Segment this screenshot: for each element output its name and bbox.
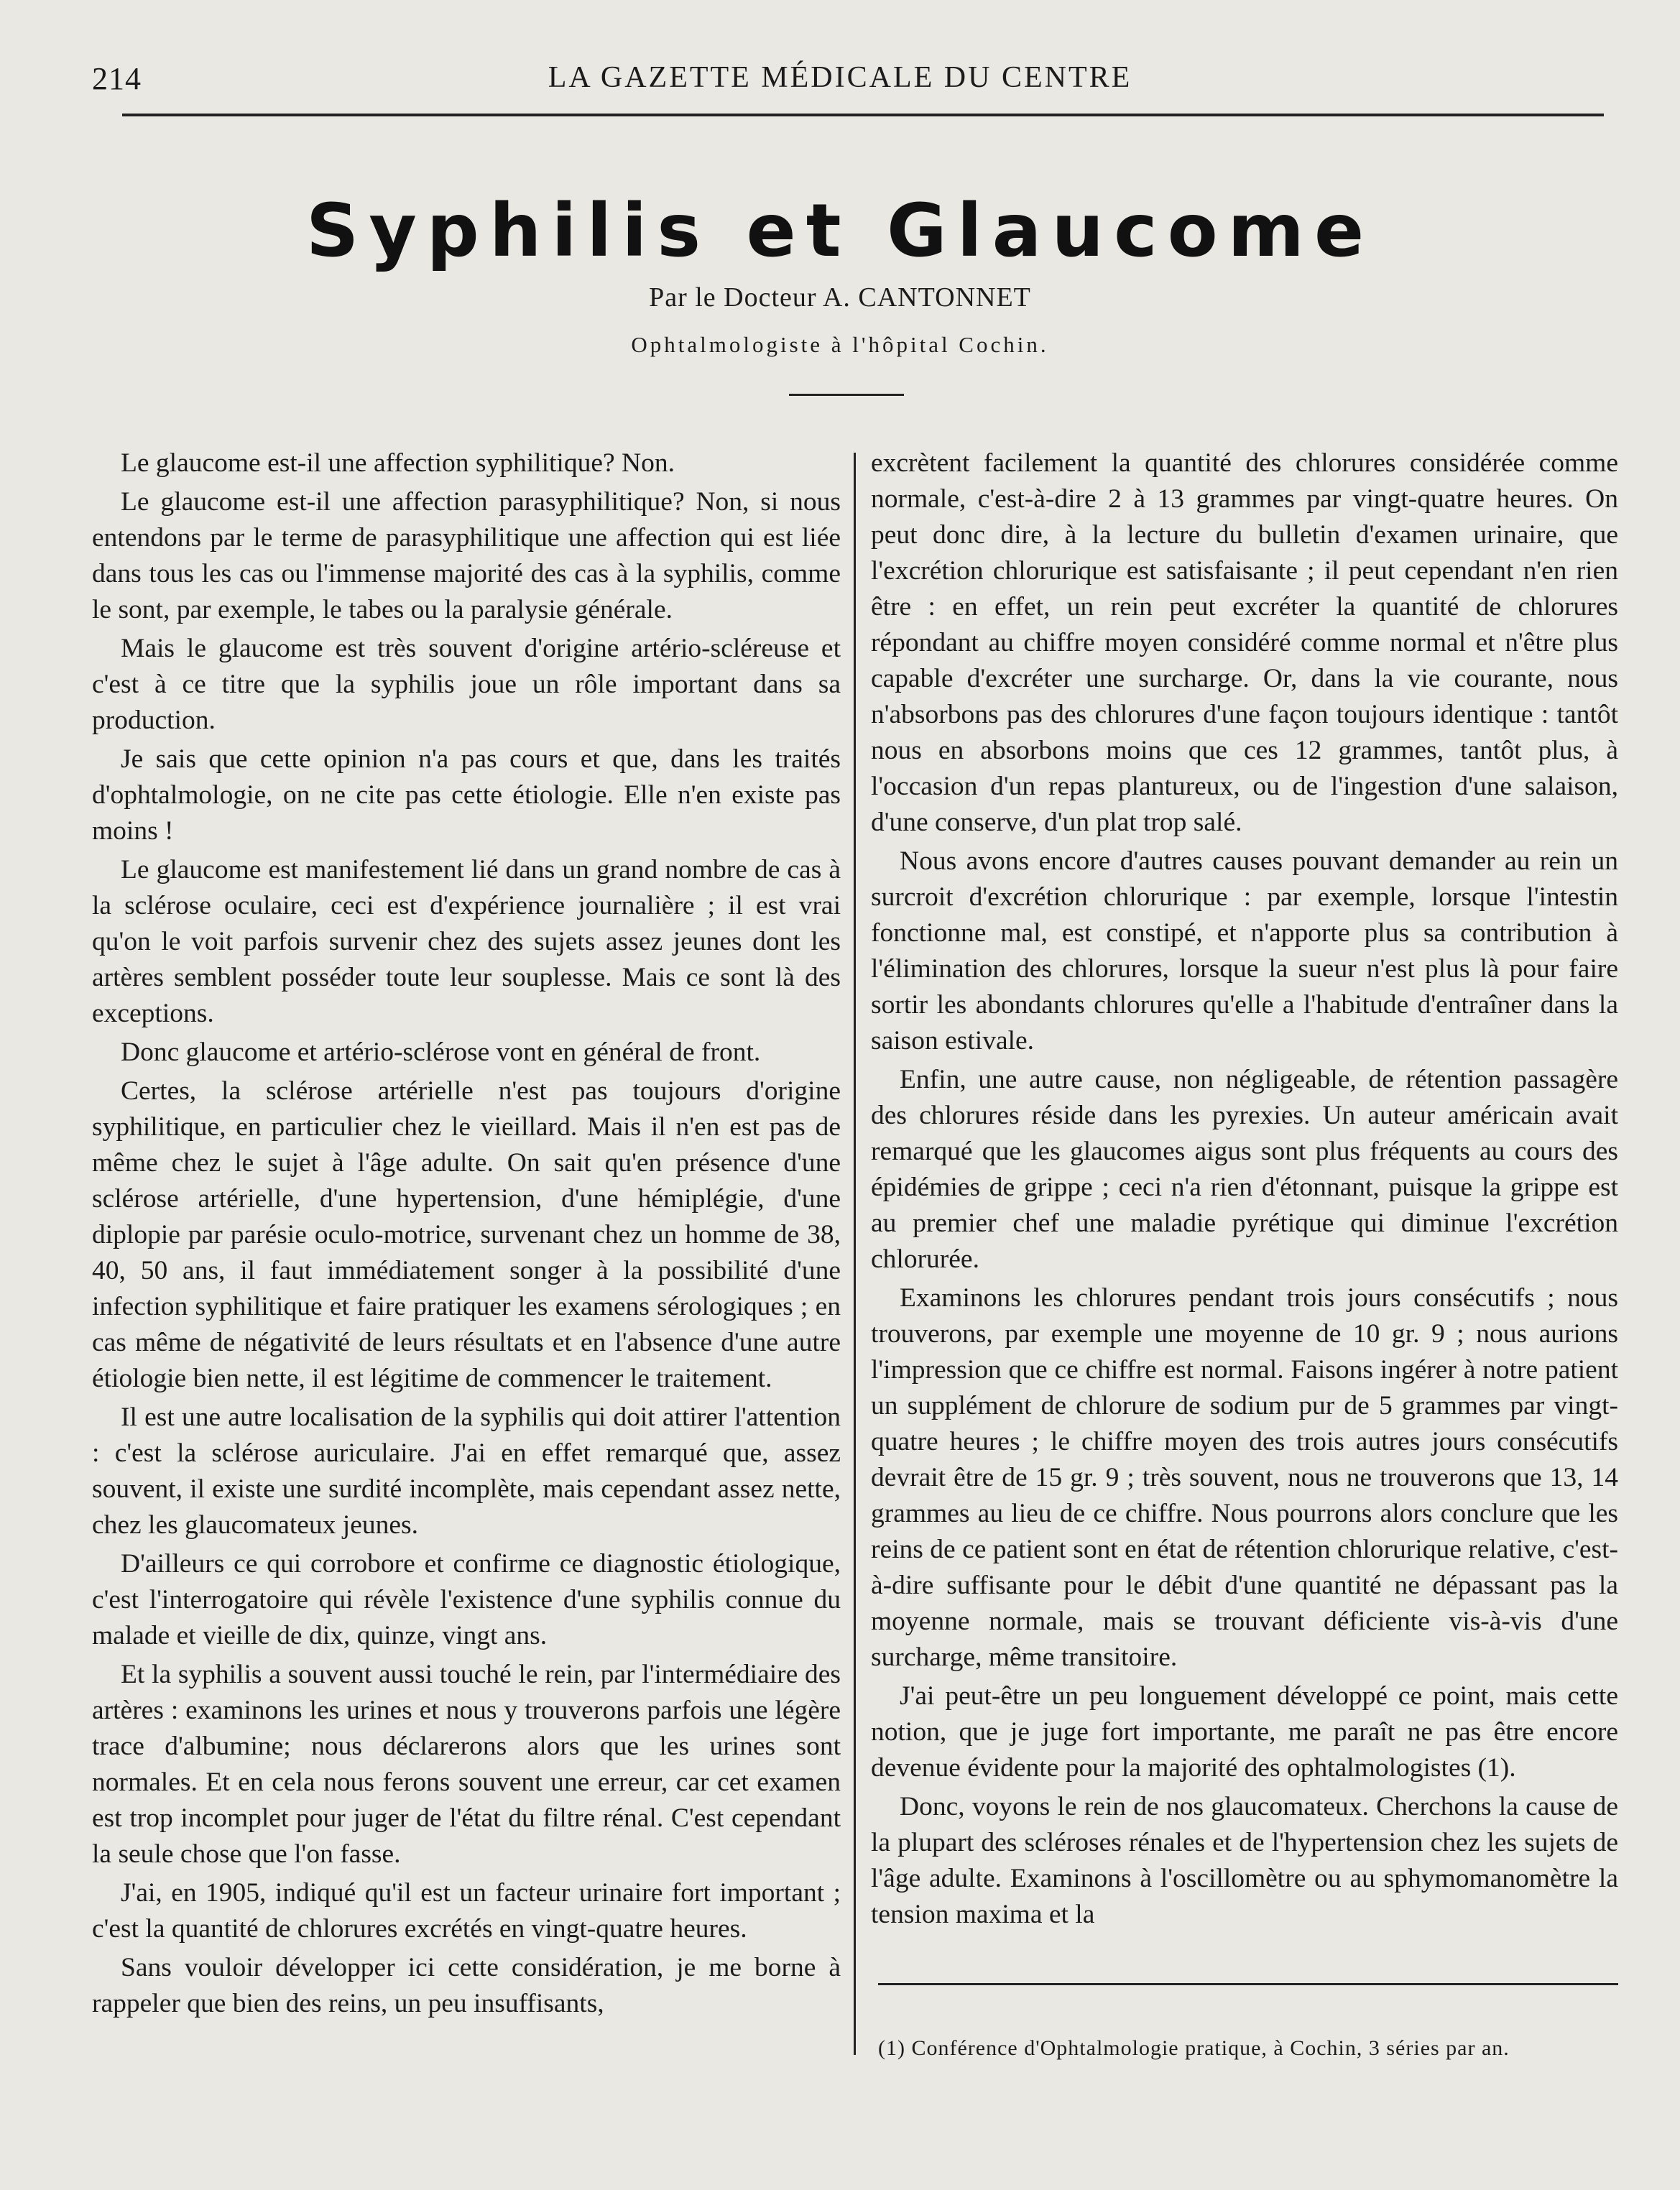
title-separator bbox=[789, 394, 904, 396]
paragraph: Sans vouloir développer ici cette considération, je me borne à rappeler que bien des reins, un peu insuffisants, bbox=[92, 1953, 841, 2018]
paragraph: Le glaucome est manifestement lié dans un grand nombre de cas à la sclérose oculaire, ceci est d'expérience journalière ; il est vrai qu'on le voit parfois survenir chez des sujets assez jeunes dont les artères semblent posséder toute leur souplesse. Mais ce sont là des exceptions. bbox=[92, 855, 841, 1028]
paragraph: Certes, la sclérose artérielle n'est pas toujours d'origine syphilitique, en particulier chez le vieillard. Mais il n'en est pas de même chez le sujet à l'âge adulte. On sait qu'en présence d'une sclérose artérielle, d'une hypertension, d'une hémiplégie, d'une diplopie par parésie oculo-motrice, survenant chez un homme de 38, 40, 50 ans, il faut immédiatement songer à la possibilité d'une infection syphilitique et faire pratiquer les examens sérologiques ; en cas même de négativité de leurs résultats et en l'absence d'une autre étiologie bien nette, il est légitime de commencer le traitement. bbox=[92, 1076, 841, 1393]
paragraph: J'ai peut-être un peu longuement développé ce point, mais cette notion, que je juge fort importante, me paraît ne pas être encore devenue évidente pour la majorité des ophtalmologistes (1). bbox=[871, 1681, 1618, 1783]
paragraph: Mais le glaucome est très souvent d'origine artério-scléreuse et c'est à ce titre que la syphilis joue un rôle important dans sa production. bbox=[92, 634, 841, 735]
paragraph: Enfin, une autre cause, non négligeable, de rétention passagère des chlorures réside dans les pyrexies. Un auteur américain avait remarqué que les glaucomes aigus sont plus fréquents au cours des épidémies de grippe ; ceci n'a rien d'étonnant, puisque la grippe est au premier chef une maladie pyrétique qui diminue l'excrétion chlorurée. bbox=[871, 1065, 1618, 1274]
column-divider bbox=[854, 453, 856, 2055]
paragraph: Donc, voyons le rein de nos glaucomateux. Cherchons la cause de la plupart des scléroses rénales et de l'hypertension chez les sujets de l'âge adulte. Examinons à l'oscillomètre ou au sphymomanomètre la tension maxima et la bbox=[871, 1792, 1618, 1929]
affiliation: Ophtalmologiste à l'hôpital Cochin. bbox=[631, 332, 1049, 357]
paragraph: D'ailleurs ce qui corrobore et confirme ce diagnostic étiologique, c'est l'interrogatoire qui révèle l'existence d'une syphilis connue du malade et vieille de dix, quinze, vingt ans. bbox=[92, 1549, 841, 1650]
paragraph: excrètent facilement la quantité des chlorures considérée comme normale, c'est-à-dire 2 à 13 grammes par vingt-quatre heures. On peut donc dire, à la lecture du bulletin d'examen urinaire, que l'excrétion chlorurique est satisfaisante ; il peut cependant n'en rien être : en effet, un rein peut excréter la quantité de chlorures répondant au chiffre moyen considéré comme normal et n'être plus capable d'excréter une surcharge. Or, dans la vie courante, nous n'absorbons pas des chlorures d'une façon toujours identique : tantôt nous en absorbons moins que ces 12 grammes, tantôt plus, à l'occasion d'un repas plantureux, ou de l'ingestion d'une salaison, d'une conserve, d'un plat trop salé. bbox=[871, 448, 1618, 837]
header-rule bbox=[122, 114, 1604, 116]
footnote-rule bbox=[878, 1983, 1618, 1985]
paragraph: Il est une autre localisation de la syphilis qui doit attirer l'attention : c'est la sclérose auriculaire. J'ai en effet remarqué que, assez souvent, il existe une surdité incomplète, mais cependant assez nette, chez les glaucomateux jeunes. bbox=[92, 1403, 841, 1540]
page-number: 214 bbox=[92, 61, 142, 96]
paragraph: Je sais que cette opinion n'a pas cours et que, dans les traités d'ophtalmologie, on ne cite pas cette étiologie. Elle n'en existe pas moins ! bbox=[92, 744, 841, 846]
paragraph: Le glaucome est-il une affection syphilitique? Non. bbox=[121, 448, 675, 478]
paragraph: Et la syphilis a souvent aussi touché le rein, par l'intermédiaire des artères : examinons les urines et nous y trouverons parfois une légère trace d'albumine; nous déclarerons alors que les urines sont normales. Et en cela nous ferons souvent une erreur, car cet examen est trop incomplet pour juger de l'état du filtre rénal. C'est cependant la seule chose que l'on fasse. bbox=[92, 1660, 841, 1869]
left-column bbox=[92, 445, 841, 2025]
paragraph: Nous avons encore d'autres causes pouvant demander au rein un surcroit d'excrétion chlorurique : par exemple, lorsque l'intestin fonctionne mal, est constipé, et n'apporte plus sa contribution à l'élimination des chlorures, lorsque la sueur n'est plus là pour faire sortir les abondants chlorures qu'elle a l'habitude d'entraîner dans la saison estivale. bbox=[871, 846, 1618, 1055]
paragraph: Donc glaucome et artério-sclérose vont en général de front. bbox=[121, 1038, 761, 1067]
byline: Par le Docteur A. CANTONNET bbox=[649, 282, 1031, 313]
paragraph: J'ai, en 1905, indiqué qu'il est un facteur urinaire fort important ; c'est la quantité de chlorures excrétés en vingt-quatre heures. bbox=[92, 1878, 841, 1944]
article-title: Syphilis et Glaucome bbox=[305, 188, 1375, 274]
running-head: LA GAZETTE MÉDICALE DU CENTRE bbox=[548, 61, 1132, 94]
right-column bbox=[871, 445, 1618, 1936]
paragraph: Examinons les chlorures pendant trois jours consécutifs ; nous trouverons, par exemple une moyenne de 10 gr. 9 ; nous aurions l'impression que ce chiffre est normal. Faisons ingérer à notre patient un supplément de chlorure de sodium pur de 5 grammes par vingt-quatre heures ; le chiffre moyen des trois autres jours consécutifs devrait être de 15 gr. 9 ; très souvent, nous ne trouverons que 13, 14 grammes au lieu de ce chiffre. Nous pourrons alors conclure que les reins de ce patient sont en état de rétention chlorurique relative, c'est-à-dire suffisante pour le débit d'une quantité ne dépassant pas la moyenne normale, mais se trouvant déficiente vis-à-vis d'une surcharge, même transitoire. bbox=[871, 1283, 1618, 1672]
paragraph: Le glaucome est-il une affection parasyphilitique? Non, si nous entendons par le terme de parasyphilitique une affection qui est liée dans tous les cas ou l'immense majorité des cas à la syphilis, comme le sont, par exemple, le tabes ou la paralysie générale. bbox=[92, 487, 841, 624]
footnote: (1) Conférence d'Ophtalmologie pratique, à Cochin, 3 séries par an. bbox=[878, 2036, 1510, 2060]
